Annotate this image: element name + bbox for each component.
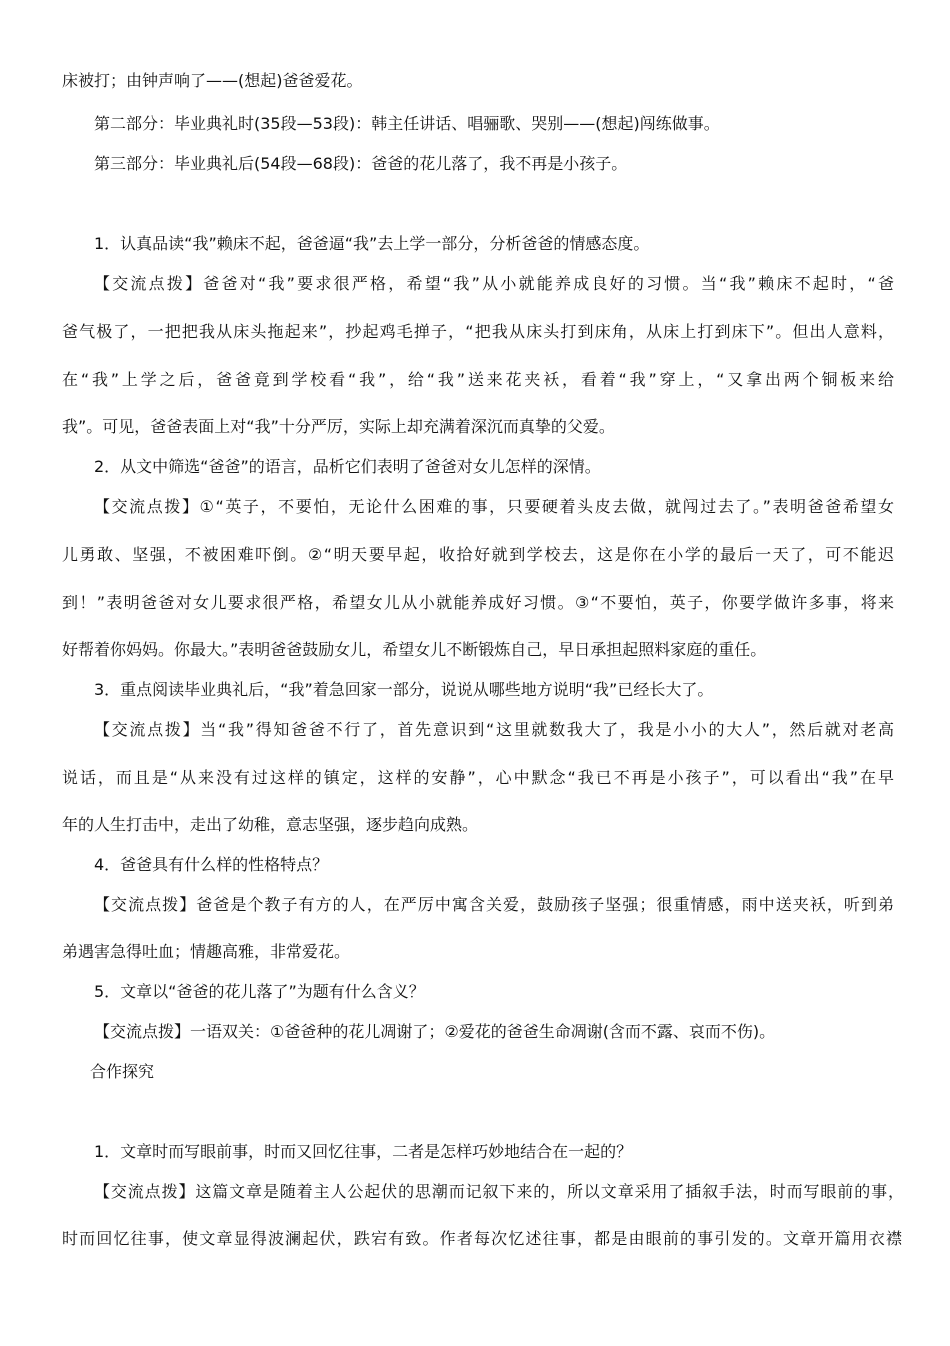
answer-text: 儿勇敢、坚强，不被困难吓倒。②“明天要早起，收拾好就到学校去，这是你在小学的最后一天了，可不能迟	[62, 545, 894, 564]
text-line: 第二部分：毕业典礼时(35段—53段)：韩主任讲话、唱骊歌、哭别——(想起)闯练做事。	[94, 114, 720, 133]
question-1: 1．文章时而写眼前事，时而又回忆往事，二者是怎样巧妙地结合在一起的？	[94, 1142, 633, 1161]
answer-text: 【交流点拨】当“我”得知爸爸不行了，首先意识到“这里就数我大了，我是小小的大人”，然后就对老高	[94, 720, 894, 739]
question-1: 1．认真品读“我”赖床不起，爸爸逼“我”去上学一部分，分析爸爸的情感态度。	[94, 234, 650, 253]
answer-text: 到！”表明爸爸对女儿要求很严格，希望女儿从小就能养成好习惯。③“不要怕，英子，你要学做许多事，将来	[62, 593, 894, 612]
answer-text: 弟遇害急得吐血；情趣高雅，非常爱花。	[62, 942, 351, 961]
question-4: 4．爸爸具有什么样的性格特点？	[94, 855, 329, 874]
answer-text: 【交流点拨】爸爸是个教子有方的人，在严厉中寓含关爱，鼓励孩子坚强；很重情感，雨中送夹袄，听到弟	[94, 895, 894, 914]
answer-text: 【交流点拨】一语双关：①爸爸种的花儿凋谢了；②爱花的爸爸生命凋谢(含而不露、哀而不伤)。	[94, 1022, 776, 1041]
answer-text: 【交流点拨】①“英子，不要怕，无论什么困难的事，只要硬着头皮去做，就闯过去了。”表明爸爸希望女	[94, 497, 894, 516]
question-5: 5．文章以“爸爸的花儿落了”为题有什么含义？	[94, 982, 425, 1001]
section-heading: 合作探究	[90, 1062, 155, 1081]
question-3: 3．重点阅读毕业典礼后，“我”着急回家一部分，说说从哪些地方说明“我”已经长大了。	[94, 680, 714, 699]
answer-text: 我”。可见，爸爸表面上对“我”十分严厉，实际上却充满着深沉而真挚的父爱。	[62, 417, 615, 436]
question-2: 2．从文中筛选“爸爸”的语言，品析它们表明了爸爸对女儿怎样的深情。	[94, 457, 601, 476]
text-line: 床被打；由钟声响了——(想起)爸爸爱花。	[62, 71, 363, 90]
answer-text: 好帮着你妈妈。你最大。”表明爸爸鼓励女儿，希望女儿不断锻炼自己，早日承担起照料家庭的重任。	[62, 640, 767, 659]
answer-text: 爸气极了，一把把我从床头拖起来”，抄起鸡毛掸子，“把我从床头打到床角，从床上打到床下”。但出人意料，	[62, 322, 894, 341]
answer-text: 说话，而且是“从来没有过这样的镇定，这样的安静”，心中默念“我已不再是小孩子”，可以看出“我”在早	[62, 768, 894, 787]
answer-text: 【交流点拨】这篇文章是随着主人公起伏的思潮而记叙下来的，所以文章采用了插叙手法，时而写眼前的事，	[94, 1182, 904, 1201]
answer-text: 在“我”上学之后，爸爸竟到学校看“我”，给“我”送来花夹袄，看着“我”穿上，“又拿出两个铜板来给	[62, 370, 894, 389]
answer-text: 年的人生打击中，走出了幼稚，意志坚强，逐步趋向成熟。	[62, 815, 479, 834]
answer-text: 【交流点拨】爸爸对“我”要求很严格，希望“我”从小就能养成良好的习惯。当“我”赖床不起时，“爸	[94, 274, 894, 293]
answer-text: 时而回忆往事，使文章显得波澜起伏，跌宕有致。作者每次忆述往事，都是由眼前的事引发的。文章开篇用衣襟	[62, 1229, 902, 1248]
text-line: 第三部分：毕业典礼后(54段—68段)：爸爸的花儿落了，我不再是小孩子。	[94, 154, 628, 173]
